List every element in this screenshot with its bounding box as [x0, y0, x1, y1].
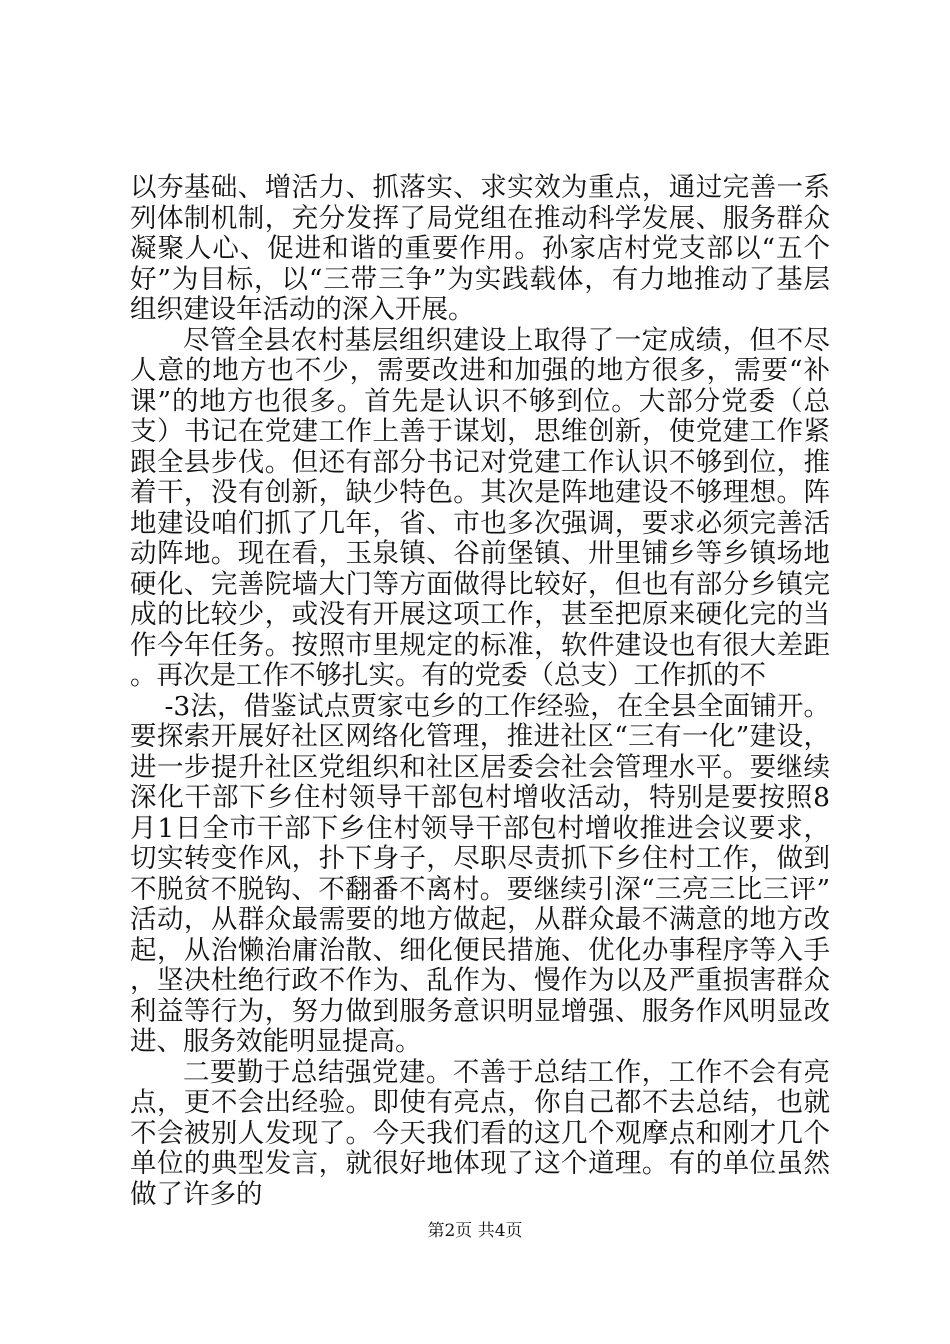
- paragraph-continued: 以夯基础、增活力、抓落实、求实效为重点，通过完善一系列体制机制，充分发挥了局党组在推动科学发展、服务群众凝聚人心、促进和谐的重要作用。孙家店村党支部以“五个好”为目标，以“三带三争”为实践载体，有力地推动了基层组织建设年活动的深入开展。: [130, 172, 830, 325]
- paragraph-summarize: 二要勤于总结强党建。不善于总结工作，工作不会有亮点，更不会出经验。即使有亮点，你自己都不去总结，也就不会被别人发现了。今天我们看的这几个观摩点和刚才几个单位的典型发言，就很好地体现了这个道理。有的单位虽然做了许多的: [130, 1056, 830, 1210]
- page-footer: 第2页 共4页: [427, 1221, 523, 1241]
- document-body: [130, 173, 830, 1210]
- paragraph-shortcomings: 尽管全县农村基层组织建设上取得了一定成绩，但不尽人意的地方也不少，需要改进和加强的地方很多，需要“补课”的地方也很多。首先是认识不够到位。大部分党委（总支）书记在党建工作上善于谋划，思维创新，使党建工作紧跟全县步伐。但还有部分书记对党建工作认识不够到位，推着干，没有创新，缺少特色。其次是阵地建设不够理想。阵地建设咱们抓了几年，省、市也多次强调，要求必须完善活动阵地。现在看，玉泉镇、谷前堡镇、卅里铺乡等乡镇场地硬化、完善院墙大门等方面做得比较好，但也有部分乡镇完成的比较少，或没有开展这项工作，甚至把原来硬化完的当作今年任务。按照市里规定的标准，软件建设也有很大差距。再次是工作不够扎实。有的党委（总支）工作抓的不: [130, 324, 830, 691]
- paragraph-page-fragment: -3法，借鉴试点贾家屯乡的工作经验，在全县全面铺开。要探索开展好社区网络化管理，推进社区“三有一化”建设，进一步提升社区党组织和社区居委会社会管理水平。要继续深化干部下乡住村领导干部包村增收活动，特别是要按照8月1日全市干部下乡住村领导干部包村增收推进会议要求，切实转变作风，扑下身子，尽职尽责抓下乡住村工作，做到不脱贫不脱钩、不翻番不离村。要继续引深“三亮三比三评”活动，从群众最需要的地方做起，从群众最不满意的地方改起，从治懒治庸治散、细化便民措施、优化办事程序等入手，坚决杜绝行政不作为、乱作为、慢作为以及严重损害群众利益等行为，努力做到服务意识明显增强、服务作风明显改进、服务效能明显提高。: [130, 690, 830, 1057]
